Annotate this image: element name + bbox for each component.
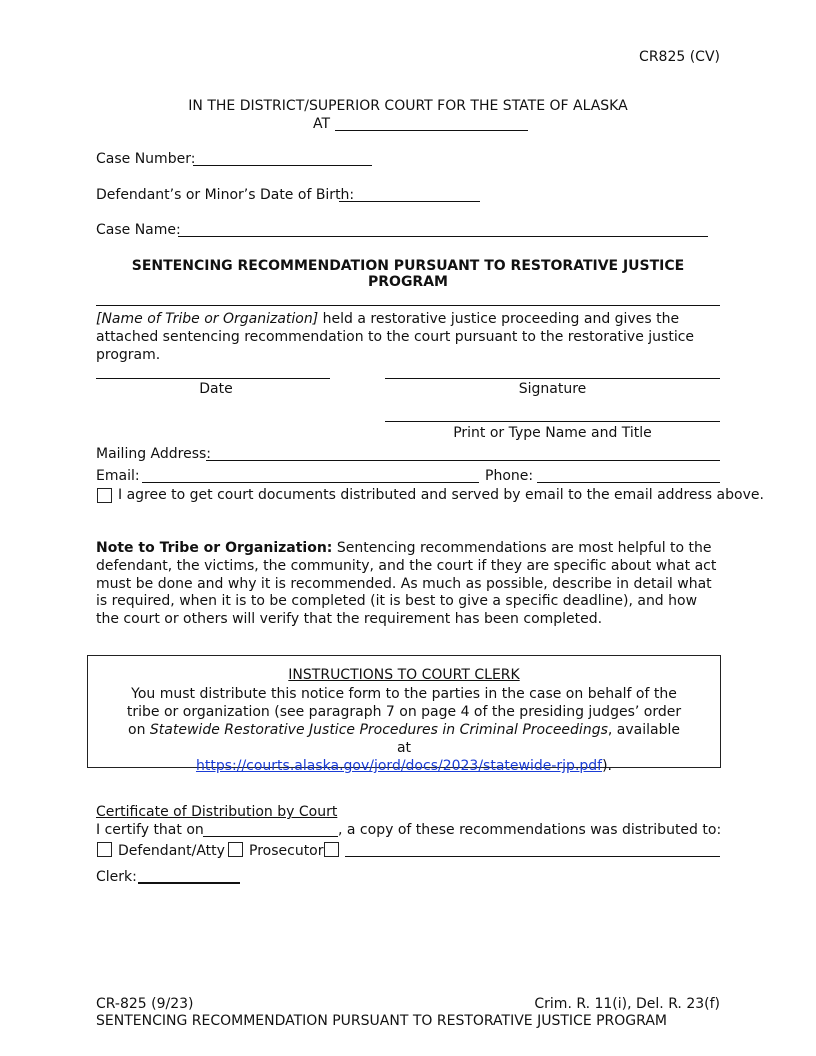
- certify-prefix: I certify that on: [96, 822, 204, 838]
- certify-suffix: , a copy of these recommendations was distributed to:: [338, 822, 722, 838]
- email-field[interactable]: [142, 482, 479, 483]
- prosecutor-checkbox[interactable]: [228, 842, 243, 857]
- other-recipient-checkbox[interactable]: [324, 842, 339, 857]
- note-heading: Note to Tribe or Organization:: [96, 540, 333, 556]
- instructions-text: [120, 685, 688, 775]
- court-at-label: AT: [313, 116, 331, 132]
- mailing-address-field[interactable]: [206, 460, 720, 461]
- date-field[interactable]: [96, 378, 330, 379]
- note-text: Sentencing recommendations are most helpful to the defendant, the victims, the community, and the court if they are specific about what act must be done and why it is recommended. As much as possible, describe in detail what is required, when it is to be completed (it is best to give a specific deadline), and how the court or others will verify that the requirement has been completed.: [96, 540, 717, 628]
- case-number-field[interactable]: [193, 165, 372, 166]
- print-name-label: Print or Type Name and Title: [453, 425, 652, 441]
- note-paragraph: [96, 540, 720, 629]
- instructions-box: [87, 655, 721, 774]
- instructions-text-3: ).: [602, 758, 613, 774]
- instructions-order-title: Statewide Restorative Justice Procedures in Criminal Proceedings: [149, 722, 608, 738]
- court-location-field[interactable]: [335, 130, 528, 131]
- phone-field[interactable]: [537, 482, 720, 483]
- phone-label: Phone:: [485, 468, 534, 484]
- footer-form-id: CR-825 (9/23): [96, 996, 194, 1012]
- form-code-top: CR825 (CV): [639, 49, 720, 65]
- clerk-label: Clerk:: [96, 869, 137, 885]
- intro-text: held a restorative justice proceeding and gives the attached sentencing recommendation to the court pursuant to the restorative justice program.: [96, 311, 695, 363]
- page-title: SENTENCING RECOMMENDATION PURSUANT TO RESTORATIVE JUSTICE PROGRAM: [131, 258, 685, 290]
- org-name-placeholder: [Name of Tribe or Organization]: [96, 311, 319, 327]
- instructions-text-2: , available at: [396, 722, 680, 756]
- distribution-date-field[interactable]: [203, 836, 338, 837]
- email-consent-checkbox[interactable]: [97, 488, 112, 503]
- mailing-address-label: Mailing Address:: [96, 446, 212, 462]
- footer-title: SENTENCING RECOMMENDATION PURSUANT TO RESTORATIVE JUSTICE PROGRAM: [96, 1013, 667, 1029]
- date-label: Date: [199, 381, 233, 397]
- case-name-field[interactable]: [178, 236, 708, 237]
- defendant-atty-checkbox[interactable]: [97, 842, 112, 857]
- email-label: Email:: [96, 468, 140, 484]
- court-heading: IN THE DISTRICT/SUPERIOR COURT FOR THE STATE OF ALASKA: [188, 98, 628, 114]
- defendant-atty-label: Defendant/Atty: [118, 843, 225, 859]
- dob-field[interactable]: [339, 201, 480, 202]
- other-recipient-field[interactable]: [345, 856, 720, 857]
- clerk-field[interactable]: [138, 882, 240, 884]
- dob-label: Defendant’s or Minor’s Date of Birth:: [96, 187, 355, 203]
- prosecutor-label: Prosecutor: [249, 843, 324, 859]
- org-name-field[interactable]: [96, 305, 720, 306]
- footer-rules: Crim. R. 11(i), Del. R. 23(f): [534, 996, 720, 1012]
- print-name-field[interactable]: [385, 421, 720, 422]
- instructions-heading: INSTRUCTIONS TO COURT CLERK: [288, 667, 520, 683]
- rjp-order-link[interactable]: https://courts.alaska.gov/jord/docs/2023/statewide-rjp.pdf: [195, 758, 603, 774]
- intro-paragraph: [96, 310, 720, 364]
- case-name-label: Case Name:: [96, 222, 181, 238]
- signature-label: Signature: [518, 381, 587, 397]
- instructions-text-1: You must distribute this notice form to the parties in the case on behalf of the tribe or organization (see paragraph 7 on page 4 of the presiding judges’ order on: [126, 686, 682, 738]
- certificate-heading: Certificate of Distribution by Court: [96, 804, 338, 820]
- case-number-label: Case Number:: [96, 151, 196, 167]
- email-consent-label: I agree to get court documents distributed and served by email to the email address above.: [118, 487, 764, 503]
- signature-field[interactable]: [385, 378, 720, 379]
